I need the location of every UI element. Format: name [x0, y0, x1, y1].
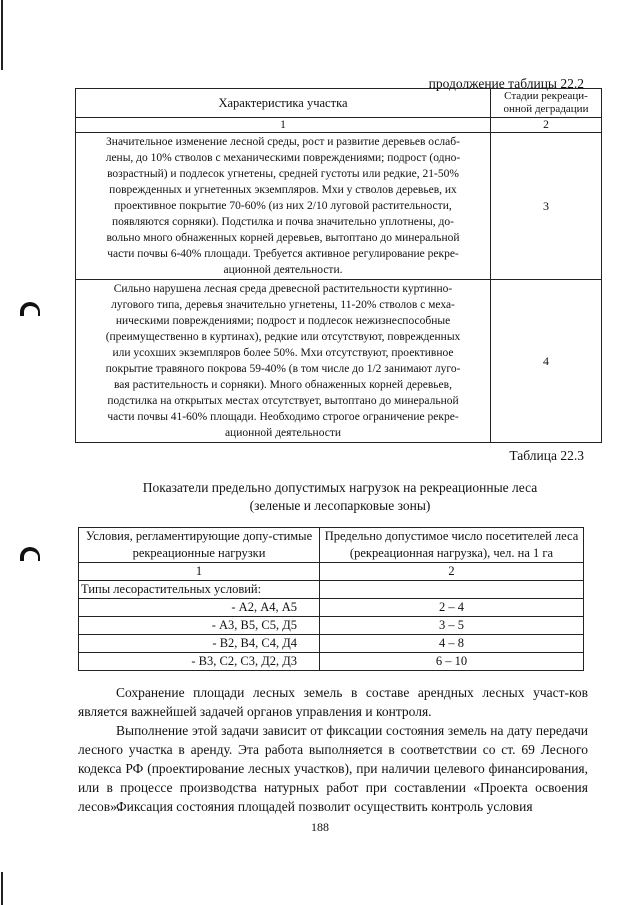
table-row	[79, 617, 584, 635]
column-number-1: 1	[79, 563, 320, 581]
column-number-2: 2	[320, 563, 584, 581]
left-edge-mark-bottom	[1, 872, 3, 905]
site-description: Сильно нарушена лесная среда древесной растительности куртинно- лугового типа, деревья значительно угнетены, 11-20% стволов с меха- ническими повреждениями; подрост и подлесок нежизнеспособные (преимущественно в куртинах), редкие или отсутствуют, поврежденных или усохших экземпляров более 50%. Мхи отсутствуют, проективное покрытие травяного покрова 59-40% (в том числе до 1/2 занимают луго- вая растительность и сорняки). Много обнаженных корней деревьев, подстилка на открытых местах отсутствует, вытоптано до минеральной части почвы 41-60% площади. Необходимо строгое ограничение рекре- ационной деятельности	[76, 280, 491, 443]
group-label-empty	[320, 581, 584, 599]
header-max-visitors: Предельно допустимое число посетителей леса (рекреационная нагрузка), чел. на 1 га	[320, 528, 584, 563]
paragraph: Сохранение площади лесных земель в составе арендных лесных участ-ков является важнейшей задачей органов управления и контроля.	[78, 685, 588, 719]
header-conditions: Условия, регламентирующие допу-стимые рекреационные нагрузки	[79, 528, 320, 563]
table-row	[79, 599, 584, 617]
page-number: 188	[311, 820, 329, 834]
paragraph: Выполнение этой задачи зависит от фиксации состояния земель на дату передачи лесного участка в аренду. Эта работа выполняется в соответствии со ст. 69 Лесного кодекса РФ (проектирование лесных участков), при наличии целевого финансирования, или в процессе производства натурных работ при составлении «Проекта освоения лесов».	[78, 723, 588, 814]
table-subtitle: (зеленые и лесопарковые зоны)	[249, 498, 431, 513]
forest-condition: - В2, В4, С4, Д4	[79, 635, 320, 653]
table-22-2-continued	[75, 88, 602, 443]
table-row	[79, 653, 584, 671]
binding-mark-lower	[20, 547, 40, 561]
binding-mark-upper	[20, 302, 40, 316]
degradation-stage-value: 3	[491, 133, 602, 280]
visitor-load: 4 – 8	[320, 635, 584, 653]
column-number-2: 2	[491, 118, 602, 133]
degradation-stage-value: 4	[491, 280, 602, 443]
site-description: Значительное изменение лесной среды, рост и развитие деревьев ослаб- лены, до 10% стволов с механическими повреждениями; подрост (одно- возрастный) и подлесок угнетены, средней густоты или редкие, 21-50% поврежденных и угнетенных экземпляров. Мхи у стволов деревьев, их проективное покрытие 70-60% (из них 2/10 луговой растительности, появляются сорняки). Подстилка и почва значительно уплотнены, до- вольно много обнаженных корней деревьев, вытоптано до минеральной части почвы 6-40% площади. Требуется активное регулирование рекре- ационной деятельности.	[76, 133, 491, 280]
table-22-3	[78, 527, 584, 671]
header-degradation-stage: Стадии рекреаци-онной деградации	[491, 89, 602, 118]
table-row	[79, 635, 584, 653]
table-continuation-label: продолжение таблицы 22.2	[428, 76, 584, 91]
forest-condition: - А3, В5, С5, Д5	[79, 617, 320, 635]
group-label: Типы лесорастительных условий:	[79, 581, 320, 599]
forest-condition: - А2, А4, А5	[79, 599, 320, 617]
table-row	[76, 280, 602, 443]
table-row	[76, 133, 602, 280]
forest-condition: - В3, С2, С3, Д2, Д3	[79, 653, 320, 671]
paragraph: Фиксация состояния площадей позволит осуществить контроль условия	[116, 799, 533, 814]
visitor-load: 2 – 4	[320, 599, 584, 617]
visitor-load: 3 – 5	[320, 617, 584, 635]
column-number-1: 1	[76, 118, 491, 133]
header-site-characteristics: Характеристика участка	[76, 89, 491, 118]
visitor-load: 6 – 10	[320, 653, 584, 671]
table-caption: Таблица 22.3	[509, 448, 584, 463]
table-title: Показатели предельно допустимых нагрузок на рекреационные леса	[142, 480, 538, 495]
left-edge-mark-top	[1, 0, 3, 70]
